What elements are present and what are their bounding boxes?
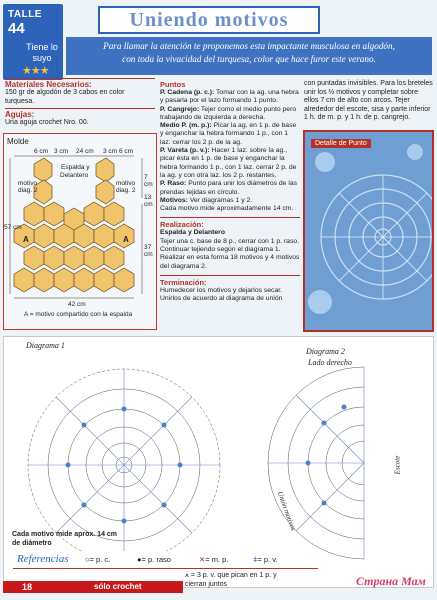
instructions-column <box>160 80 300 304</box>
needle-heading: Agujas: <box>5 110 35 119</box>
page-title: Uniendo motivos <box>129 9 289 31</box>
title-box <box>98 6 320 34</box>
references-title: Referencias <box>17 553 69 565</box>
stitch-vareta: P. Vareta (p. v.): Hacer 1 laz. sobre la ag., picar ésta en 1 p. de base y enganchar la hebra formando 1 p., con 1 laz. cerrar 2 p. de la ag. y con otra laz. los 2 p. restantes. <box>160 147 297 179</box>
dim-24cm: 24 cm <box>76 148 94 155</box>
shared-marker: A <box>123 235 129 244</box>
dim-42cm: 42 cm <box>68 301 86 308</box>
finish-body: Humedecer los motivos y dejarlos secar. Unirlos de acuerdo al diagrama de unión <box>160 286 283 303</box>
crochet-diagrams <box>4 337 433 587</box>
page-number: 18 <box>22 582 33 592</box>
realization-heading: Realización: <box>160 220 204 230</box>
hexagon <box>96 158 114 182</box>
dim-57cm: 57 cm <box>4 224 22 231</box>
ref-slip: ●= p. raso <box>137 555 171 564</box>
divider <box>5 78 155 79</box>
diagram-2-sublabel: Lado derecho <box>308 358 352 367</box>
lace-photo <box>305 132 432 330</box>
diagram-2-label: Diagrama 2 <box>306 347 345 356</box>
difficulty-text: Tiene lo suyo <box>26 42 58 63</box>
chain-symbol-icon: ○ <box>85 555 90 564</box>
espalda-label: Espalda y <box>61 164 90 171</box>
stitch-raso: P. Raso: Punto para unir los diámetros de las prendas tejidas en círculo. <box>160 180 298 196</box>
hexagon <box>96 180 114 204</box>
needle-body: Una aguja crochet Nro. 00. <box>5 119 89 126</box>
ref-single: ✕= m. p. <box>199 555 229 564</box>
realization-sub: Espalda y Delantero <box>160 229 225 237</box>
intro-line-1: Para llamar la atención te proponemos esta impactante musculosa en algodón, <box>103 41 395 51</box>
dim-3cm: 3 cm <box>103 148 118 155</box>
stitch-detail-photo <box>303 130 434 332</box>
hexagon <box>34 158 52 182</box>
dim-3cm: 3 cm <box>54 148 69 155</box>
dim-6cm: 6 cm <box>34 148 49 155</box>
magazine-name: sólo crochet <box>94 582 142 591</box>
single-crochet-icon: ✕ <box>199 555 206 564</box>
treble-icon: ǂ <box>253 555 258 564</box>
ref-cluster: ⩚ = 3 p. v. que pican en 1 p. y cierran juntos <box>185 572 277 588</box>
ref-chain: ○= p. c. <box>85 555 111 564</box>
references-bar <box>13 551 318 569</box>
cluster-icon: ⩚ <box>185 572 189 579</box>
motif-size: Cada motivo mide aproximadamente 14 cm. <box>160 205 294 213</box>
dim-6cm: 6 cm <box>119 148 134 155</box>
size-value: 44 <box>8 20 25 37</box>
divider <box>5 108 155 109</box>
finish-continued: con puntadas invisibles. Para los breteles unir los ½ motivos y completar sobre ellos 7 cm de alto con arcos. Tejer alrededor del escote, sisa y parte inferior 1 h. de m. p. y 1 h. de p. cangrejo. <box>304 80 433 122</box>
shared-marker: A <box>23 235 29 244</box>
ref-treble: ǂ= p. v. <box>253 555 278 564</box>
delantero-label: Delantero <box>60 172 89 179</box>
watermark: Страна Мам <box>356 574 426 588</box>
neckline-label: Escote <box>393 455 402 475</box>
diagram-1-label: Diagrama 1 <box>26 341 65 350</box>
materials-body: 150 gr de algodón de 3 cabos en color turquesa. <box>5 89 125 105</box>
stitch-cangrejo: P. Cangrejo: Tejer como el medio punto pero trabajando de izquierda a derecha. <box>160 105 297 121</box>
size-label: TALLE <box>8 9 42 20</box>
slip-symbol-icon: ● <box>137 555 142 564</box>
motivo-label: motivo diag. 2 <box>18 180 38 194</box>
intro-line-2: con toda la vivacidad del turquesa, color que hace furor este verano. <box>122 54 376 64</box>
materials-heading: Materiales Necesarios: <box>5 80 92 89</box>
photo-label: Detalle de Punto <box>311 139 371 148</box>
finish-heading: Terminación: <box>160 277 207 287</box>
points-heading: Puntos <box>160 80 186 89</box>
realization-body: Tejer una c. base de 8 p., cerrar con 1 p. raso. Continuar tejiendo según el diagrama 1. Realizar en esta forma 18 motivos y 4 motivos del diagrama 2. <box>160 237 300 270</box>
join-label: Unión motivos <box>275 490 298 532</box>
motif-size-note: Cada motivo mide aprox. 14 cm de diámetro <box>12 531 118 547</box>
motifs: Motivos: Ver diagramas 1 y 2. <box>160 196 253 204</box>
mold-label: Molde <box>7 137 29 146</box>
motivo-label: motivo diag. 2 <box>116 180 136 194</box>
shared-note: A = motivo compartido con la espalda <box>24 311 133 318</box>
dim-13cm: 13 cm <box>144 194 153 208</box>
stitch-medio-punto: Medio P. (m. p.): Picar la ag. en 1 p. de base y enganchar la hebra formando 1 p., con 1 laz. cerrar los 2 p. de la ag. <box>160 122 297 146</box>
intro-text <box>66 37 432 75</box>
dim-37cm: 37 cm <box>144 244 153 258</box>
pattern-mold <box>3 133 157 330</box>
difficulty-stars-icon: ★★★ <box>22 64 49 77</box>
dim-7cm: 7 cm <box>144 174 153 188</box>
stitch-cadena: P. Cadena (p. c.): Tomar con la ag. una hebra y pasarla por el lazo formando 1 punto. <box>160 89 299 105</box>
